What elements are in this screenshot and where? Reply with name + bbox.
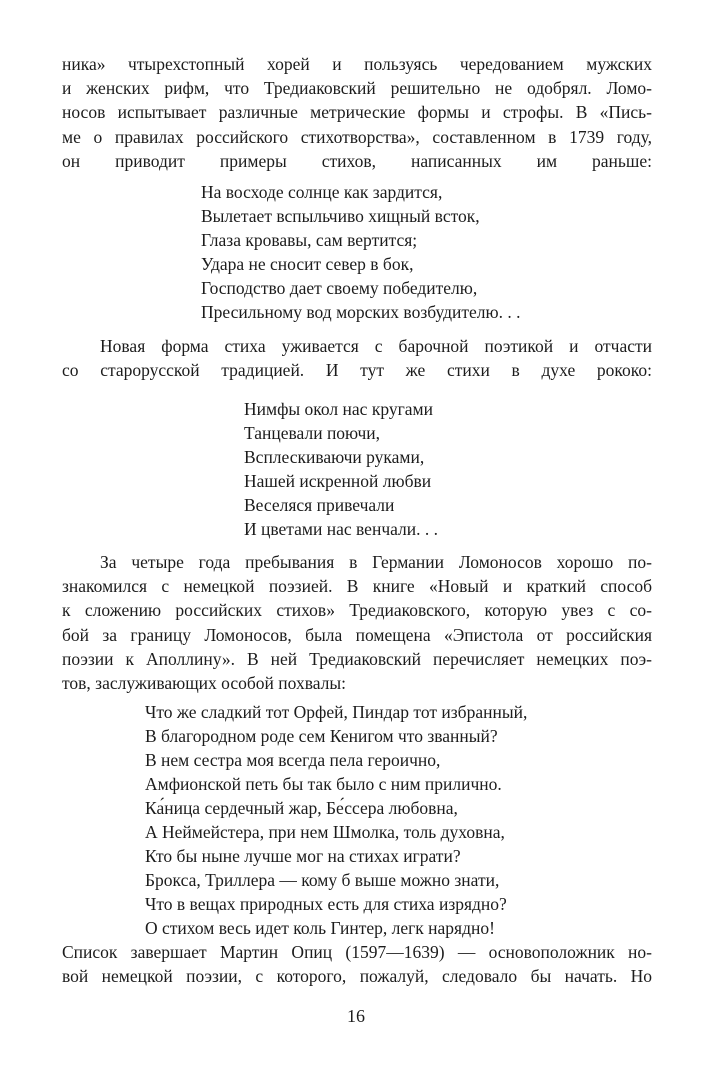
text-line: ме о правилах российского стихотворства», составленном в 1739 году,: [62, 126, 652, 147]
text-line: и женских рифм, что Тредиаковский решительно не одобрял. Ломо-: [62, 78, 652, 99]
verse-line: Ка́ница сердечный жар, Бе́ссера любовна,: [145, 798, 458, 818]
verse-line: Веселяся привечали: [244, 495, 395, 515]
verse-line: Всплескиваючи руками,: [244, 447, 425, 467]
poem-3: [145, 700, 527, 940]
text-line: к сложению российских стихов» Тредиаковского, которую увез с со-: [62, 600, 652, 621]
text-line: со старорусской традицией. И тут же стихи в духе рококо:: [62, 360, 652, 381]
verse-line: На восходе солнце как зардится,: [201, 182, 443, 202]
verse-line: А Неймейстера, при нем Шмолка, толь духовна,: [145, 822, 505, 842]
text-line: он приводит примеры стихов, написанных им раньше:: [62, 150, 652, 171]
text-line: За четыре года пребывания в Германии Ломоносов хорошо по-: [100, 552, 652, 572]
verse-line: Что же сладкий тот Орфей, Пиндар тот избранный,: [145, 702, 528, 722]
verse-line: Брокса, Триллера — кому б выше можно знати,: [145, 870, 500, 890]
verse-line: Господство дает своему победителю,: [201, 278, 478, 298]
verse-line: Нимфы окол нас кругами: [244, 399, 433, 419]
text-line: Список завершает Мартин Опиц (1597—1639) — основоположник но-: [62, 942, 652, 962]
verse-line: Что в вещах природных есть для стиха изрядно?: [145, 894, 507, 914]
text-line: Новая форма стиха уживается с барочной поэтикой и отчасти: [100, 336, 652, 356]
poem-2: [244, 397, 438, 541]
verse-line: Удара не сносит север в бок,: [201, 254, 414, 274]
verse-line: В благородном роде сем Кенигом что званный?: [145, 726, 498, 746]
text-line: тов, заслуживающих особой похвалы:: [62, 673, 347, 694]
verse-line: Глаза кровавы, сам вертится;: [201, 230, 418, 250]
text-line: поэзии к Аполлину». В ней Тредиаковский перечисляет немецких поэ-: [62, 648, 652, 669]
text-line: бой за границу Ломоносов, была помещена «Эпистола от российския: [62, 624, 652, 645]
page-number: 16: [347, 1006, 365, 1026]
paragraph-1: [62, 52, 652, 173]
verse-line: В нем сестра моя всегда пела героично,: [145, 750, 441, 770]
paragraph-4: [62, 940, 652, 988]
verse-line: Кто бы ныне лучше мог на стихах играти?: [145, 846, 461, 866]
verse-line: Пресильному вод морских возбудителю. . .: [201, 302, 521, 322]
verse-line: Амфионской петь бы так было с ним прилично.: [145, 774, 502, 794]
verse-line: Танцевали поючи,: [244, 423, 381, 443]
text-line: вой немецкой поэзии, с которого, пожалуй, следовало бы начать. Но: [62, 966, 652, 987]
paragraph-2: [62, 334, 652, 382]
text-line: носов испытывает различные метрические формы и строфы. В «Пись-: [62, 102, 652, 123]
text-line: знакомился с немецкой поэзией. В книге «Новый и краткий способ: [62, 576, 652, 597]
verse-line: Нашей искренной любви: [244, 471, 432, 491]
verse-line: Вылетает вспыльчиво хищный всток,: [201, 206, 480, 226]
verse-line: И цветами нас венчали. . .: [244, 519, 439, 539]
verse-line: О стихом весь идет коль Гинтер, легк нарядно!: [145, 918, 495, 938]
paragraph-3: [62, 550, 652, 695]
text-line: ника» чтырехстопный хорей и пользуясь чередованием мужских: [62, 54, 652, 74]
poem-1: [201, 180, 520, 324]
